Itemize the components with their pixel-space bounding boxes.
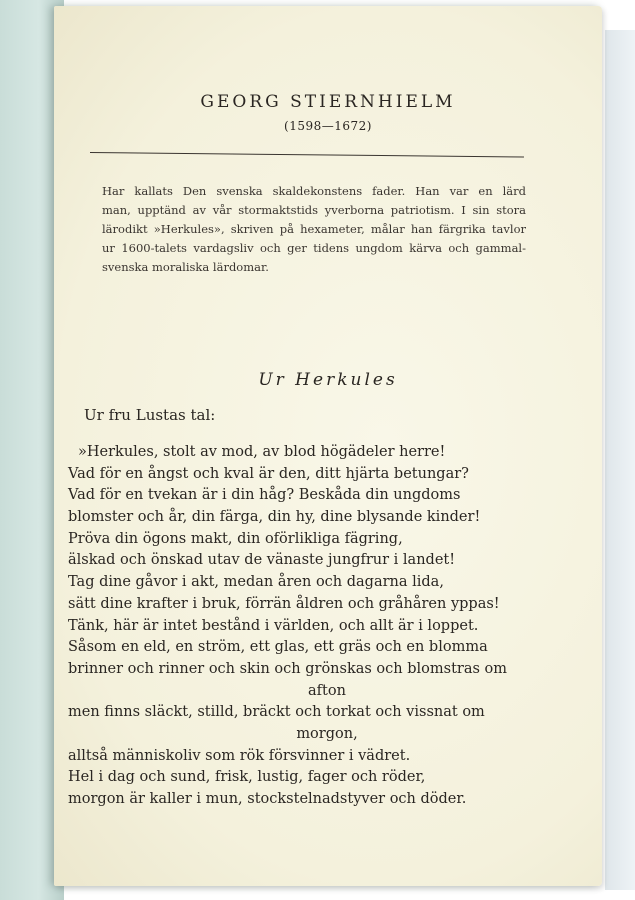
- poem-verse: men finns släckt, stilld, bräckt och torkat och vissnat om: [68, 704, 485, 721]
- author-dates: (1598—1672): [284, 119, 372, 133]
- intro-line: Har kallats Den svenska skaldekonstens fader. Han var en lärd: [102, 184, 526, 198]
- poem-speaker: Ur fru Lustas tal:: [84, 406, 216, 424]
- poem-verse: morgon är kaller i mun, stockstelnadstyver och döder.: [68, 791, 467, 807]
- poem-verse: Pröva din ögons makt, din oförlikliga fägring,: [68, 530, 403, 547]
- poem-verse: Vad för en ångst och kval är den, ditt hjärta betungar?: [68, 465, 469, 482]
- page-content: [54, 6, 602, 886]
- poem-verse-continuation: morgon,: [296, 725, 358, 742]
- poem-verse-continuation: afton: [308, 682, 346, 699]
- intro-line: man, upptänd av vår stormaktstids yverborna patriotism. I sin stora: [102, 203, 526, 217]
- poem-verse: Såsom en eld, en ström, ett glas, ett gräs och en blomma: [68, 639, 488, 656]
- poem-body: [68, 442, 526, 811]
- poem-verse: alltså människoliv som rök försvinner i vädret.: [68, 747, 411, 764]
- poem-verse: Vad för en tvekan är i din håg? Beskåda din ungdoms: [68, 487, 461, 504]
- book-page: [54, 6, 602, 886]
- header-rule: [90, 152, 524, 158]
- poem-verse: Tänk, här är intet bestånd i världen, och allt är i loppet.: [68, 617, 479, 634]
- intro-line: lärodikt »Herkules», skriven på hexameter, målar han färgrika tavlor: [102, 222, 526, 236]
- poem-verse: Tag dine gåvor i akt, medan åren och dagarna lida,: [68, 574, 444, 591]
- poem-verse: »Herkules, stolt av mod, av blod högädeler herre!: [78, 444, 446, 460]
- poem-verse: brinner och rinner och skin och grönskas och blomstras om: [68, 660, 508, 677]
- intro-line: svenska moraliska lärdomar.: [102, 260, 269, 274]
- poem-title: Ur Herkules: [258, 370, 398, 390]
- poem-verse: Hel i dag och sund, frisk, lustig, fager och röder,: [68, 769, 426, 786]
- intro-line: ur 1600-talets vardagsliv och ger tidens ungdom kärva och gammal-: [102, 241, 526, 255]
- intro-paragraph: [102, 182, 526, 277]
- poem-verse: blomster och år, din färga, din hy, dine blysande kinder!: [68, 509, 481, 526]
- poem-verse: älskad och önskad utav de vänaste jungfrur i landet!: [68, 552, 456, 569]
- author-heading: GEORG STIERNHIELM: [200, 92, 456, 112]
- poem-verse: sätt dine krafter i bruk, förrän åldren och gråhåren yppas!: [68, 595, 500, 612]
- book-right-edge: [605, 30, 635, 890]
